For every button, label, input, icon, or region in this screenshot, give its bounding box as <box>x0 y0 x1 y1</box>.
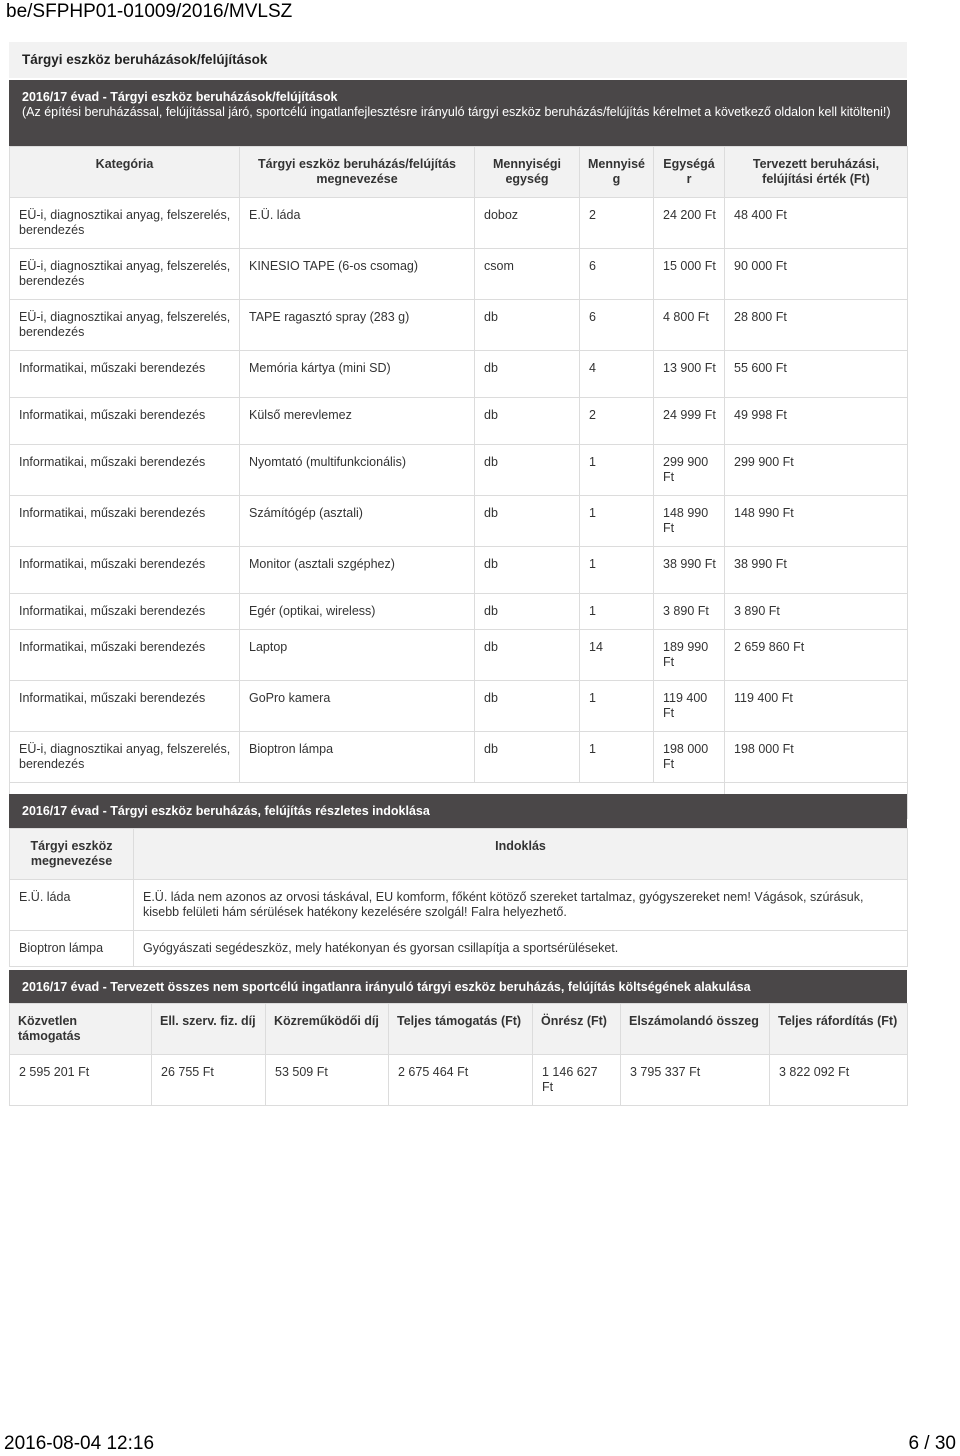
unit-cell: doboz <box>475 198 580 249</box>
footer-date: 2016-08-04 12:16 <box>4 1433 155 1454</box>
planned-value-cell: 3 890 Ft <box>725 594 908 630</box>
control-fee-value: 26 755 Ft <box>152 1055 266 1106</box>
quantity-cell: 4 <box>580 351 654 398</box>
table-row <box>10 630 908 681</box>
column-header-asset: Tárgyi eszköz megnevezése <box>10 829 134 880</box>
unit-price-cell: 24 999 Ft <box>654 398 725 445</box>
cost-summary-row <box>10 1055 908 1106</box>
planned-value-cell: 49 998 Ft <box>725 398 908 445</box>
planned-value-cell: 148 990 Ft <box>725 496 908 547</box>
planned-value-cell: 38 990 Ft <box>725 547 908 594</box>
category-cell: Informatikai, műszaki berendezés <box>10 594 240 630</box>
column-header-accountable-amount: Elszámolandó összeg <box>621 1004 770 1055</box>
contributor-fee-value: 53 509 Ft <box>266 1055 389 1106</box>
planned-value-cell: 299 900 Ft <box>725 445 908 496</box>
category-cell: EÜ-i, diagnosztikai anyag, felszerelés, berendezés <box>10 300 240 351</box>
unit-price-cell: 299 900 Ft <box>654 445 725 496</box>
quantity-cell: 2 <box>580 198 654 249</box>
table-row <box>10 445 908 496</box>
quantity-cell: 1 <box>580 594 654 630</box>
category-cell: Informatikai, műszaki berendezés <box>10 547 240 594</box>
quantity-cell: 2 <box>580 398 654 445</box>
justification-table <box>9 828 908 967</box>
unit-price-cell: 38 990 Ft <box>654 547 725 594</box>
column-header-control-fee: Ell. szerv. fiz. díj <box>152 1004 266 1055</box>
asset-cell: Bioptron lámpa <box>10 931 134 967</box>
unit-price-cell: 189 990 Ft <box>654 630 725 681</box>
unit-price-cell: 13 900 Ft <box>654 351 725 398</box>
cost-summary-table <box>9 1003 908 1106</box>
unit-cell: db <box>475 300 580 351</box>
column-header-total-expenditure: Teljes ráfordítás (Ft) <box>770 1004 908 1055</box>
section-title: Tárgyi eszköz beruházások/felújítások <box>9 42 907 78</box>
direct-support-value: 2 595 201 Ft <box>10 1055 152 1106</box>
unit-cell: db <box>475 630 580 681</box>
quantity-cell: 1 <box>580 496 654 547</box>
column-header-quantity: Mennyisé g <box>580 147 654 198</box>
unit-price-cell: 24 200 Ft <box>654 198 725 249</box>
quantity-cell: 6 <box>580 249 654 300</box>
planned-value-cell: 2 659 860 Ft <box>725 630 908 681</box>
unit-cell: db <box>475 594 580 630</box>
asset-name-cell: GoPro kamera <box>240 681 475 732</box>
table-row <box>10 398 908 445</box>
table-row <box>10 681 908 732</box>
category-cell: EÜ-i, diagnosztikai anyag, felszerelés, berendezés <box>10 198 240 249</box>
planned-value-cell: 119 400 Ft <box>725 681 908 732</box>
column-header-unit: Mennyiségi egység <box>475 147 580 198</box>
asset-cell: E.Ü. láda <box>10 880 134 931</box>
asset-name-cell: Egér (optikai, wireless) <box>240 594 475 630</box>
unit-cell: csom <box>475 249 580 300</box>
column-header-unit-price: Egységá r <box>654 147 725 198</box>
table-row <box>10 351 908 398</box>
table3-header <box>9 970 907 1003</box>
table1-header-note: (Az építési beruházással, felújítással járó, sportcélú ingatlanfejlesztésre irányuló tárgyi eszköz beruházás/felújítás kérelmet a következő oldalon kell kitölteni!) <box>22 105 891 119</box>
planned-value-cell: 198 000 Ft <box>725 732 908 783</box>
unit-price-cell: 119 400 Ft <box>654 681 725 732</box>
unit-price-cell: 198 000 Ft <box>654 732 725 783</box>
table-row <box>10 732 908 783</box>
category-cell: EÜ-i, diagnosztikai anyag, felszerelés, berendezés <box>10 732 240 783</box>
column-header-planned-value: Tervezett beruházási, felújítási érték (Ft) <box>725 147 908 198</box>
cost-summary-header-row <box>10 1004 908 1055</box>
table-row <box>10 249 908 300</box>
document-id: be/SFPHP01-01009/2016/MVLSZ <box>6 1 293 22</box>
table-row <box>10 880 908 931</box>
unit-price-cell: 4 800 Ft <box>654 300 725 351</box>
table1-header <box>9 80 907 146</box>
category-cell: Informatikai, műszaki berendezés <box>10 630 240 681</box>
justification-cell: E.Ü. láda nem azonos az orvosi táskával, EU komform, főként kötöző szereket tartalmaz, gyógyszereket nem! Vágások, szúrásuk, kisebb felületi hám sérülések hatékony kezelésére szolgál! Falra helyezhető. <box>134 880 908 931</box>
category-cell: EÜ-i, diagnosztikai anyag, felszerelés, berendezés <box>10 249 240 300</box>
justification-cell: Gyógyászati segédeszköz, mely hatékonyan és gyorsan csillapítja a sportsérüléseket. <box>134 931 908 967</box>
total-expenditure-value: 3 822 092 Ft <box>770 1055 908 1106</box>
planned-value-cell: 90 000 Ft <box>725 249 908 300</box>
assets-table-header-row <box>10 147 908 198</box>
unit-cell: db <box>475 681 580 732</box>
category-cell: Informatikai, műszaki berendezés <box>10 681 240 732</box>
unit-price-cell: 148 990 Ft <box>654 496 725 547</box>
table-row <box>10 594 908 630</box>
accountable-amount-value: 3 795 337 Ft <box>621 1055 770 1106</box>
quantity-cell: 1 <box>580 547 654 594</box>
table2-header <box>9 794 907 828</box>
asset-name-cell: TAPE ragasztó spray (283 g) <box>240 300 475 351</box>
category-cell: Informatikai, műszaki berendezés <box>10 445 240 496</box>
unit-cell: db <box>475 547 580 594</box>
assets-table <box>9 146 908 819</box>
unit-cell: db <box>475 496 580 547</box>
table2-header-title: 2016/17 évad - Tárgyi eszköz beruházás, felújítás részletes indoklása <box>22 804 430 818</box>
quantity-cell: 1 <box>580 681 654 732</box>
unit-cell: db <box>475 445 580 496</box>
asset-name-cell: Számítógép (asztali) <box>240 496 475 547</box>
column-header-contributor-fee: Közreműködői díj <box>266 1004 389 1055</box>
column-header-direct-support: Közvetlen támogatás <box>10 1004 152 1055</box>
column-header-category: Kategória <box>10 147 240 198</box>
asset-name-cell: KINESIO TAPE (6-os csomag) <box>240 249 475 300</box>
table3-header-title: 2016/17 évad - Tervezett összes nem sportcélú ingatlanra irányuló tárgyi eszköz beruházás, felújítás költségének alakulása <box>22 980 751 994</box>
table-row <box>10 198 908 249</box>
category-cell: Informatikai, műszaki berendezés <box>10 496 240 547</box>
footer-page-number: 6 / 30 <box>908 1433 956 1454</box>
unit-price-cell: 15 000 Ft <box>654 249 725 300</box>
column-header-justification: Indoklás <box>134 829 908 880</box>
quantity-cell: 1 <box>580 732 654 783</box>
planned-value-cell: 28 800 Ft <box>725 300 908 351</box>
total-support-value: 2 675 464 Ft <box>389 1055 533 1106</box>
table-row <box>10 931 908 967</box>
unit-price-cell: 3 890 Ft <box>654 594 725 630</box>
unit-cell: db <box>475 398 580 445</box>
asset-name-cell: E.Ü. láda <box>240 198 475 249</box>
category-cell: Informatikai, műszaki berendezés <box>10 398 240 445</box>
asset-name-cell: Laptop <box>240 630 475 681</box>
asset-name-cell: Monitor (asztali szgéphez) <box>240 547 475 594</box>
unit-cell: db <box>475 732 580 783</box>
table-row <box>10 496 908 547</box>
quantity-cell: 6 <box>580 300 654 351</box>
table1-header-title: 2016/17 évad - Tárgyi eszköz beruházások/felújítások <box>22 90 338 104</box>
quantity-cell: 14 <box>580 630 654 681</box>
planned-value-cell: 55 600 Ft <box>725 351 908 398</box>
own-share-value: 1 146 627 Ft <box>533 1055 621 1106</box>
column-header-own-share: Önrész (Ft) <box>533 1004 621 1055</box>
column-header-asset-name: Tárgyi eszköz beruházás/felújítás megnevezése <box>240 147 475 198</box>
category-cell: Informatikai, műszaki berendezés <box>10 351 240 398</box>
table-row <box>10 547 908 594</box>
column-header-total-support: Teljes támogatás (Ft) <box>389 1004 533 1055</box>
justification-table-header-row <box>10 829 908 880</box>
asset-name-cell: Külső merevlemez <box>240 398 475 445</box>
quantity-cell: 1 <box>580 445 654 496</box>
planned-value-cell: 48 400 Ft <box>725 198 908 249</box>
unit-cell: db <box>475 351 580 398</box>
table-row <box>10 300 908 351</box>
asset-name-cell: Memória kártya (mini SD) <box>240 351 475 398</box>
asset-name-cell: Bioptron lámpa <box>240 732 475 783</box>
asset-name-cell: Nyomtató (multifunkcionális) <box>240 445 475 496</box>
